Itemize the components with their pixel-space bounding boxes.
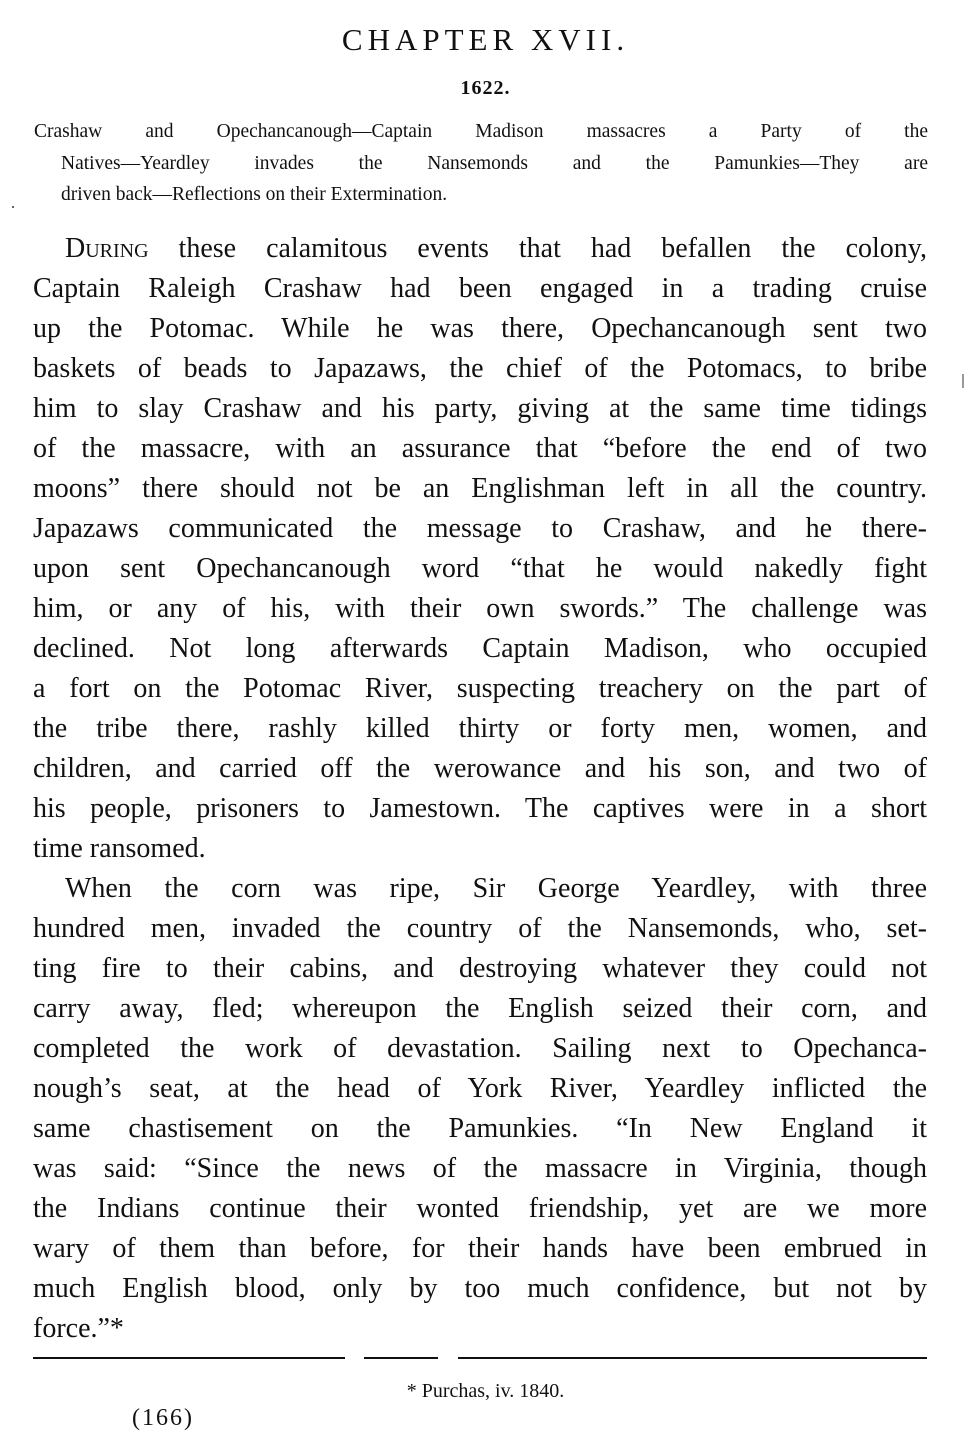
body-line: of the massacre, with an assurance that “before the end of two xyxy=(33,433,927,464)
body-line: Captain Raleigh Crashaw had been engaged in a trading cruise xyxy=(33,273,927,304)
margin-dot xyxy=(12,206,14,208)
footnote-rule xyxy=(33,1357,927,1359)
body-line: same chastisement on the Pamunkies. “In New England it xyxy=(33,1113,927,1144)
body-line: ting fire to their cabins, and destroying whatever they could not xyxy=(33,953,927,984)
body-line: declined. Not long afterwards Captain Madison, who occupied xyxy=(33,633,927,664)
body-line xyxy=(33,229,927,269)
body-line-text: these calamitous events that had befallen the colony, xyxy=(148,233,927,264)
body-line: When the corn was ripe, Sir George Yeardley, with three xyxy=(65,873,927,904)
chapter-summary xyxy=(34,116,928,211)
body-line: wary of them than before, for their hands have been embrued in xyxy=(33,1233,927,1264)
body-line: time ransomed. xyxy=(33,833,206,864)
body-line: hundred men, invaded the country of the Nansemonds, who, set- xyxy=(33,913,927,944)
body-line: much English blood, only by too much confidence, but not by xyxy=(33,1273,927,1304)
summary-line: driven back—Reflections on their Extermination. xyxy=(61,184,448,205)
summary-line: Crashaw and Opechancanough—Captain Madison massacres a Party of the xyxy=(34,121,928,142)
summary-line: Natives—Yeardley invades the Nansemonds and the Pamunkies—They are xyxy=(61,152,928,174)
body-line: Japazaws communicated the message to Crashaw, and he there- xyxy=(33,513,927,544)
margin-mark xyxy=(962,374,964,388)
body-line: baskets of beads to Japazaws, the chief of the Potomacs, to bribe xyxy=(33,353,927,384)
rule-segment xyxy=(458,1357,927,1359)
body-line: a fort on the Potomac River, suspecting treachery on the part of xyxy=(33,673,927,704)
body-line: completed the work of devastation. Sailing next to Opechanca- xyxy=(33,1033,927,1064)
body-text xyxy=(33,229,927,1349)
rule-segment xyxy=(364,1357,438,1359)
body-line: his people, prisoners to Jamestown. The captives were in a short xyxy=(33,793,927,824)
chapter-year: 1622. xyxy=(460,77,511,99)
body-line: children, and carried off the werowance and his son, and two of xyxy=(33,753,927,784)
body-line: carry away, fled; whereupon the English seized their corn, and xyxy=(33,993,927,1024)
body-line: was said: “Since the news of the massacre in Virginia, though xyxy=(33,1153,927,1184)
body-line: upon sent Opechancanough word “that he would nakedly fight xyxy=(33,553,927,584)
body-line: him, or any of his, with their own swords.” The challenge was xyxy=(33,593,927,624)
body-line: him to slay Crashaw and his party, giving at the same time tidings xyxy=(33,393,927,424)
body-line: nough’s seat, at the head of York River, Yeardley inflicted the xyxy=(33,1073,927,1104)
rule-segment xyxy=(33,1357,345,1359)
body-line: the Indians continue their wonted friendship, yet are we more xyxy=(33,1193,927,1224)
body-line: up the Potomac. While he was there, Opechancanough sent two xyxy=(33,313,927,344)
page-number: (166) xyxy=(132,1405,194,1431)
body-line: the tribe there, rashly killed thirty or forty men, women, and xyxy=(33,713,927,744)
body-line: force.”* xyxy=(33,1313,124,1344)
chapter-title: CHAPTER XVII. xyxy=(341,22,630,57)
body-line: moons” there should not be an Englishman left in all the country. xyxy=(33,473,927,504)
footnote: * Purchas, iv. 1840. xyxy=(406,1380,565,1402)
opening-word: During xyxy=(65,233,149,264)
